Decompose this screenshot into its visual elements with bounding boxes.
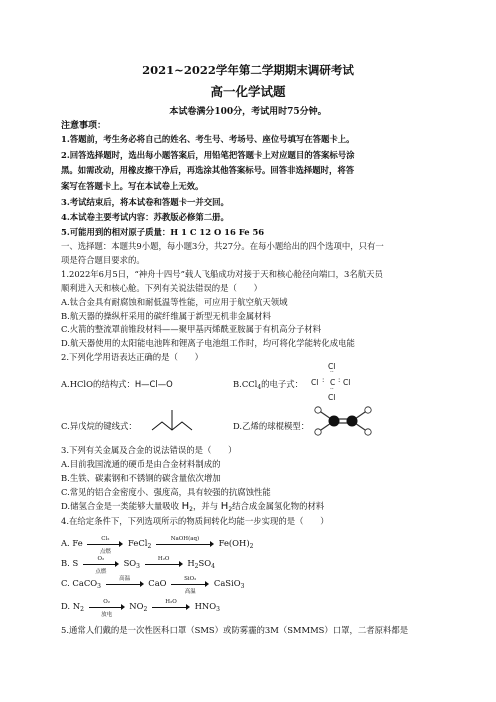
q3-option-c: C.常见的铝合金密度小、强度高，具有较强的抗腐蚀性能 bbox=[61, 487, 271, 497]
q4-b-product-so: SO bbox=[198, 558, 212, 568]
q4-c-arrow-1-top: 高温 bbox=[119, 575, 131, 582]
q2-option-b bbox=[233, 378, 303, 390]
ethylene-ball-stick-model bbox=[312, 406, 374, 436]
q4-d-intermediate: NO bbox=[129, 601, 144, 611]
q4-c-reactant: C. CaCO bbox=[61, 578, 98, 588]
q1-option-a: A.钛合金具有耐腐蚀和耐低温等性能，可应用于航空航天领域 bbox=[61, 297, 288, 307]
q2-option-a-label: A.HClO的结构式： bbox=[61, 379, 135, 389]
q1-stem-line-1: 1.2022年6月5日，“神舟十四号”载人飞船成功对接于天和核心舱径向端口，3名航天员 bbox=[61, 269, 383, 279]
q3-option-d-part-2: ，并与 bbox=[192, 501, 219, 511]
q4-d-arrow-1-bottom: 放电 bbox=[101, 611, 113, 618]
note-2-line-3: 案写在答题卡上。写在本试卷上无效。 bbox=[61, 181, 204, 191]
q2-option-b-sub: 4 bbox=[257, 384, 262, 391]
q1-option-b: B.航天器的操纵杆采用的碳纤维属于新型无机非金属材料 bbox=[61, 311, 271, 321]
q4-a-arrow-2 bbox=[156, 535, 214, 550]
q3-h2-1-symbol: H bbox=[181, 501, 190, 512]
q4-option-d bbox=[61, 598, 458, 618]
note-3: 3.考试结束后，将本试卷和答题卡一并交回。 bbox=[61, 197, 229, 207]
note-1: 1.答题前，考生务必将自己的姓名、考生号、考场号、座位号填写在答题卡上。 bbox=[61, 134, 355, 144]
q4-option-b bbox=[61, 555, 458, 575]
q3-option-d-part-1: D.储氢合金是一类能够大量吸收 bbox=[61, 501, 179, 511]
q2-option-c: C.异戊烷的键线式： bbox=[61, 421, 137, 431]
q3-option-d bbox=[61, 500, 458, 513]
ccl4-cl-left: Cl bbox=[311, 378, 319, 387]
ccl4-cl-bottom: Cl bbox=[328, 393, 336, 402]
q4-d-intermediate-sub: 2 bbox=[143, 606, 148, 613]
q4-b-arrow-1-top: O₂ bbox=[97, 555, 105, 562]
q1-option-c: C.火箭的整流罩前锥段材料——聚甲基丙烯酰亚胺属于有机高分子材料 bbox=[61, 324, 322, 334]
q2-option-b-label: B.CCl bbox=[233, 379, 258, 389]
q4-a-arrow-2-top: NaOH(aq) bbox=[170, 535, 200, 542]
q4-a-intermediate: FeCl bbox=[128, 538, 148, 548]
q4-option-c bbox=[61, 575, 458, 595]
q3-option-d-part-3: 结合成金属氢化物的材料 bbox=[232, 501, 325, 511]
q4-d-product: HNO bbox=[194, 601, 217, 611]
isopentane-skeletal-formula bbox=[150, 408, 194, 434]
q4-stem: 4.在给定条件下，下列选项所示的物质间转化均能一步实现的是（ ） bbox=[61, 516, 329, 526]
exam-subtitle: 高一化学试题 bbox=[210, 84, 286, 99]
q4-c-intermediate: CaO bbox=[148, 578, 167, 588]
ccl4-dots-top: ·· bbox=[330, 369, 334, 376]
q4-b-arrow-1 bbox=[83, 555, 119, 575]
q3-stem: 3.下列有关金属及合金的说法错误的是（ ） bbox=[61, 445, 237, 455]
note-4: 4.本试卷主要考试内容：苏教版必修第二册。 bbox=[61, 212, 229, 222]
q4-a-intermediate-sub: 2 bbox=[147, 543, 152, 550]
q4-c-product: CaSiO bbox=[213, 578, 241, 588]
q1-option-d: D.航天器使用的太阳能电池阵和锂离子电池组工作时，均可将化学能转化成电能 bbox=[61, 338, 355, 348]
q4-a-product: Fe(OH) bbox=[218, 538, 250, 548]
note-2-line-2: 黑。如需改动，用橡皮擦干净后，再选涂其他答案标号。回答非选择题时，将答 bbox=[61, 165, 355, 175]
q4-d-product-sub: 3 bbox=[216, 606, 220, 613]
q1-stem-line-2: 顺利进入天和核心舱。下列有关说法错误的是（ ） bbox=[61, 283, 262, 293]
q3-option-b: B.生铁、碳素钢和不锈钢的碳含量依次增加 bbox=[61, 473, 221, 483]
ccl4-dots-left: : bbox=[322, 376, 325, 384]
q5-stem: 5.通常人们戴的是一次性医科口罩（SMS）或防雾霾的3M（SMMMS）口罩，二者原料都是 bbox=[61, 625, 409, 635]
ccl4-c: C bbox=[330, 378, 336, 387]
q4-d-arrow-2-top: H₂O bbox=[165, 598, 177, 605]
q4-a-arrow-1 bbox=[87, 535, 123, 555]
section-intro-line-2: 项是符合题目要求的。 bbox=[61, 255, 145, 265]
q3-h2-1: $H_2$ bbox=[181, 501, 193, 513]
q4-b-intermediate-sub: 3 bbox=[136, 563, 140, 570]
q4-d-arrow-2 bbox=[152, 598, 190, 613]
q4-a-arrow-1-bottom: 点燃 bbox=[99, 548, 111, 555]
q3-h2-2-symbol: H bbox=[220, 501, 229, 512]
q4-b-product-h: H bbox=[187, 558, 195, 568]
note-5: 5.可能用到的相对原子质量：H 1 C 12 O 16 Fe 56 bbox=[61, 227, 265, 237]
exam-title: 2021~2022学年第二学期期末调研考试 bbox=[142, 63, 354, 77]
q4-c-arrow-2 bbox=[171, 575, 209, 595]
q4-a-product-sub: 2 bbox=[249, 543, 254, 550]
q4-d-arrow-1-top: O₂ bbox=[103, 598, 110, 605]
q4-c-arrow-1 bbox=[106, 575, 144, 590]
ccl4-cl-right: Cl bbox=[343, 378, 351, 387]
q4-d-reactant-sub: 2 bbox=[80, 606, 84, 613]
q2-option-d: D.乙烯的球棍模型： bbox=[233, 421, 310, 431]
ccl4-dots-bottom: ·· bbox=[330, 386, 334, 393]
q2-stem: 2.下列化学用语表达正确的是（ ） bbox=[61, 352, 203, 362]
ccl4-cl-top: Cl bbox=[328, 362, 336, 371]
q4-b-reactant: B. S bbox=[61, 558, 79, 568]
q4-option-a bbox=[61, 535, 458, 555]
q4-c-product-sub: 3 bbox=[240, 583, 245, 590]
q4-b-product-h-sub: 2 bbox=[194, 563, 199, 570]
q4-b-arrow-2 bbox=[145, 555, 183, 570]
q2-option-b-suffix: 的电子式： bbox=[261, 379, 304, 389]
q4-d-arrow-1 bbox=[89, 598, 125, 618]
ccl4-electron-formula bbox=[311, 362, 357, 406]
q4-a-arrow-1-top: Cl₂ bbox=[101, 535, 110, 542]
q4-c-arrow-2-bottom: 高温 bbox=[184, 588, 196, 595]
q4-b-arrow-2-top: H₂O bbox=[157, 555, 170, 562]
q4-b-arrow-1-bottom: 点燃 bbox=[95, 568, 107, 575]
q4-c-arrow-2-top: SiO₂ bbox=[184, 575, 197, 582]
q4-b-intermediate: SO bbox=[123, 558, 137, 568]
section-intro-line-1: 一、选择题：本题共9小题，每小题3分，共27分。在每小题给出的四个选项中，只有一 bbox=[61, 241, 384, 251]
q3-option-a: A.目前我国流通的硬币是由合金材料制成的 bbox=[61, 459, 221, 469]
q4-b-product-so-sub: 4 bbox=[211, 563, 215, 570]
q3-h2-2: $H_2$ bbox=[220, 501, 233, 513]
notes-heading: 注意事项： bbox=[61, 121, 107, 131]
q4-c-reactant-sub: 3 bbox=[97, 583, 101, 590]
q4-a-reactant: A. Fe bbox=[61, 538, 83, 548]
exam-info: 本试卷满分100分，考试用时75分钟。 bbox=[169, 107, 327, 117]
q4-d-reactant: D. N bbox=[61, 601, 81, 611]
hclo-formula: H—Cl—O bbox=[134, 379, 173, 389]
ccl4-dots-right: : bbox=[338, 376, 341, 384]
q2-option-a bbox=[61, 378, 173, 390]
note-2-line-1: 2.回答选择题时，选出每小题答案后，用铅笔把答题卡上对应题目的答案标号涂 bbox=[61, 150, 355, 160]
